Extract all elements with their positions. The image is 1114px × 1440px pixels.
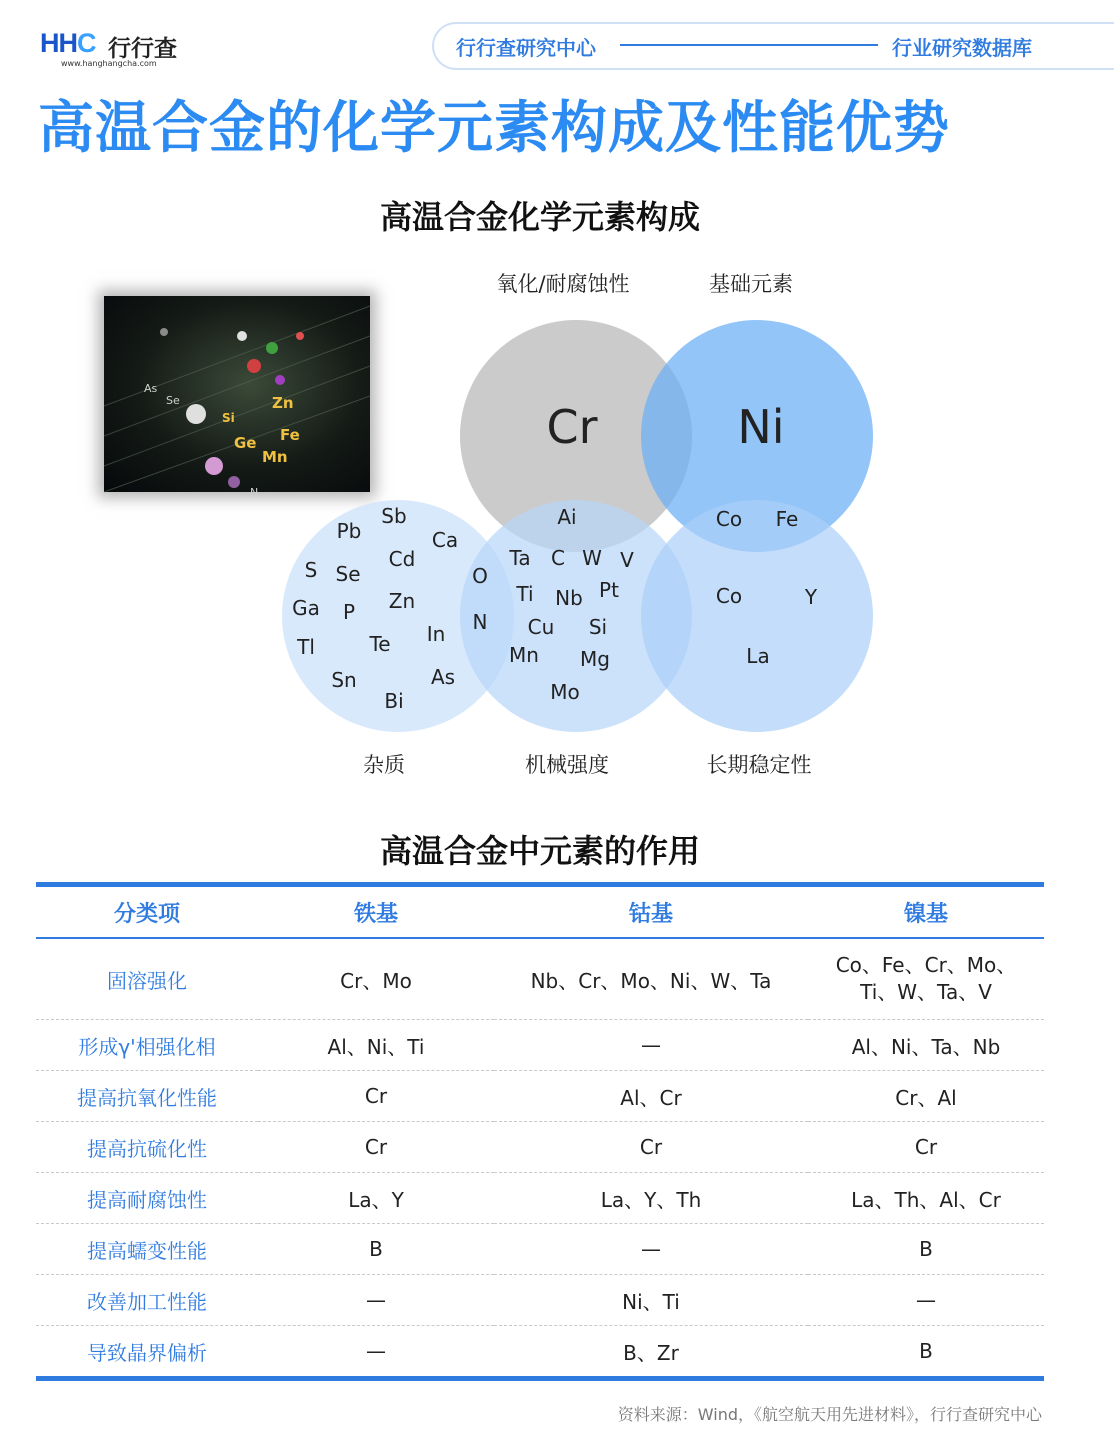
- cell-iron: —: [258, 1326, 494, 1379]
- cell-nickel-line: Co、Fe、Cr、Mo、: [835, 953, 1017, 977]
- row-category: 提高蠕变性能: [36, 1224, 258, 1275]
- logo-cn-text: 行行查: [108, 36, 177, 62]
- label-strength: 机械强度: [525, 753, 609, 777]
- element-label: As: [430, 665, 456, 689]
- cell-cobalt: B、Zr: [494, 1326, 808, 1379]
- element-label: La: [746, 644, 770, 668]
- photo-letter: Fe: [280, 426, 300, 444]
- element-label: Ga: [292, 596, 320, 620]
- cell-nickel: B: [808, 1326, 1044, 1379]
- logo-mark-c: C: [77, 28, 96, 58]
- element-label: Te: [369, 632, 391, 656]
- cell-cobalt: —: [494, 1020, 808, 1071]
- element-label: Bi: [384, 689, 404, 713]
- photo-letter: Zn: [272, 394, 294, 412]
- cell-iron: —: [258, 1275, 494, 1326]
- element-label: Mo: [550, 680, 580, 704]
- page-title: 高温合金的化学元素构成及性能优势: [38, 96, 950, 161]
- element-label: Ta: [509, 546, 531, 570]
- element-label: Ca: [431, 528, 459, 552]
- element-label: Co: [715, 584, 743, 608]
- table-row: [36, 1122, 1044, 1173]
- cell-cobalt: La、Y、Th: [494, 1173, 808, 1224]
- table-row: [36, 1173, 1044, 1224]
- element-label: Tl: [297, 635, 315, 659]
- element-label: Pb: [336, 519, 362, 543]
- cell-iron: B: [258, 1224, 494, 1275]
- cell-nickel: —: [808, 1275, 1044, 1326]
- element-label: Mn: [509, 643, 539, 667]
- element-label: Zn: [388, 589, 416, 613]
- header-iron-based: 铁基: [258, 885, 494, 939]
- cell-nickel: La、Th、Al、Cr: [808, 1173, 1044, 1224]
- element-label: Pt: [599, 578, 619, 602]
- element-label: W: [582, 546, 602, 570]
- element-label: O: [472, 564, 488, 588]
- cell-cobalt: —: [494, 1224, 808, 1275]
- symbol-ni: Ni: [737, 400, 785, 454]
- element-label: Sn: [331, 668, 357, 692]
- label-stability: 长期稳定性: [706, 753, 812, 777]
- header-category: 分类项: [36, 885, 258, 939]
- table-row: [36, 1020, 1044, 1071]
- cell-nickel: B: [808, 1224, 1044, 1275]
- element-label: N: [472, 610, 488, 634]
- element-label: P: [342, 600, 356, 624]
- cell-iron: Cr、Mo: [258, 938, 494, 1020]
- row-category: 形成γ'相强化相: [36, 1020, 258, 1071]
- table-row: [36, 1224, 1044, 1275]
- circle-stability: [641, 500, 873, 732]
- element-label: Se: [335, 562, 361, 586]
- label-oxidation: 氧化/耐腐蚀性: [496, 272, 630, 296]
- symbol-cr: Cr: [546, 400, 598, 454]
- cell-nickel: [808, 938, 1044, 1020]
- element-label: In: [426, 622, 446, 646]
- cell-nickel: Cr、Al: [808, 1071, 1044, 1122]
- header-nickel-based: 镍基: [808, 885, 1044, 939]
- row-category: 提高抗硫化性: [36, 1122, 258, 1173]
- element-label: C: [551, 546, 565, 570]
- element-label: Y: [804, 585, 818, 609]
- cell-iron: Cr: [258, 1071, 494, 1122]
- element-role-table: [36, 882, 1044, 1381]
- cell-cobalt: Cr: [494, 1122, 808, 1173]
- photo-letter: As: [144, 382, 158, 395]
- photo-letter: N: [250, 486, 259, 499]
- photo-letter: Mn: [262, 448, 288, 466]
- cell-iron: Al、Ni、Ti: [258, 1020, 494, 1071]
- cell-iron: La、Y: [258, 1173, 494, 1224]
- element-label: V: [620, 548, 634, 572]
- element-label: Mg: [580, 647, 610, 671]
- section-title-roles: 高温合金中元素的作用: [379, 832, 700, 870]
- logo-url: www.hanghangcha.com: [61, 59, 157, 68]
- element-label: Nb: [555, 586, 583, 610]
- label-impurity: 杂质: [363, 753, 405, 777]
- table-header-row: [36, 885, 1044, 939]
- element-label: Cd: [388, 547, 416, 571]
- logo-mark-hh: HH: [40, 28, 77, 58]
- element-label: Si: [588, 615, 608, 639]
- table-row: [36, 1071, 1044, 1122]
- header-left-label: 行行查研究中心: [456, 36, 596, 60]
- cell-nickel: Al、Ni、Ta、Nb: [808, 1020, 1044, 1071]
- table-row: [36, 1326, 1044, 1379]
- element-label: Sb: [381, 504, 407, 528]
- row-category: 提高抗氧化性能: [36, 1071, 258, 1122]
- cell-nickel-line: Ti、W、Ta、V: [860, 980, 992, 1004]
- table-row: [36, 938, 1044, 1020]
- element-label: S: [304, 558, 318, 582]
- element-label: Ai: [557, 505, 577, 529]
- photo-letter: Si: [222, 411, 235, 425]
- cell-cobalt: Nb、Cr、Mo、Ni、W、Ta: [494, 938, 808, 1020]
- element-label: Co: [715, 507, 743, 531]
- row-category: 改善加工性能: [36, 1275, 258, 1326]
- source-note: 资料来源：Wind，《航空航天用先进材料》，行行查研究中心: [617, 1405, 1042, 1424]
- photo-letter: Ge: [234, 434, 257, 452]
- header-cobalt-based: 钴基: [494, 885, 808, 939]
- cell-nickel: Cr: [808, 1122, 1044, 1173]
- section-title-composition: 高温合金化学元素构成: [379, 198, 700, 236]
- row-category: 固溶强化: [36, 938, 258, 1020]
- element-label: Cu: [527, 615, 555, 639]
- table-row: [36, 1275, 1044, 1326]
- row-category: 提高耐腐蚀性: [36, 1173, 258, 1224]
- label-base: 基础元素: [709, 272, 793, 296]
- photo-letter: Se: [166, 394, 180, 407]
- element-label: Ti: [516, 582, 534, 606]
- cell-iron: Cr: [258, 1122, 494, 1173]
- cell-cobalt: Ni、Ti: [494, 1275, 808, 1326]
- row-category: 导致晶界偏析: [36, 1326, 258, 1379]
- header-right-label: 行业研究数据库: [892, 36, 1032, 60]
- element-label: Fe: [775, 507, 799, 531]
- cell-cobalt: Al、Cr: [494, 1071, 808, 1122]
